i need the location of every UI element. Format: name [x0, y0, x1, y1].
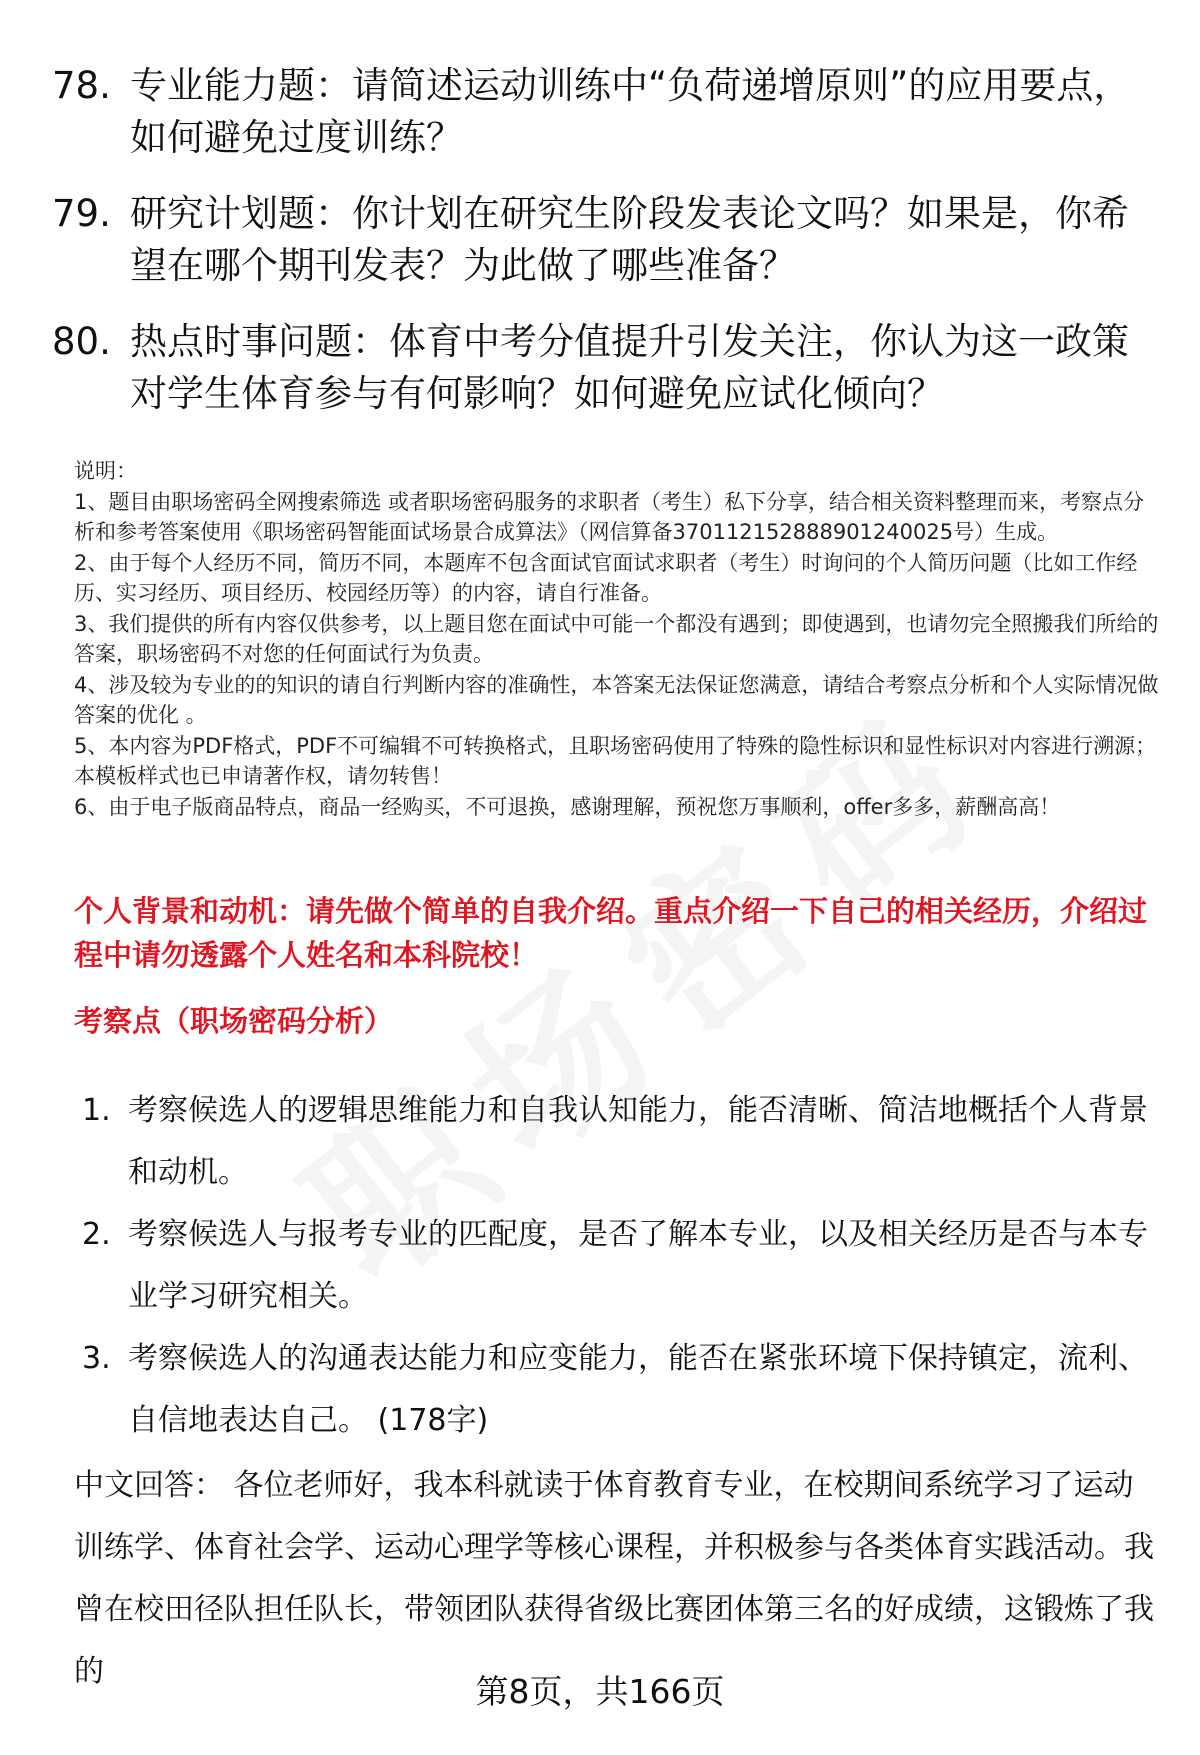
question-item [52, 60, 1152, 164]
question-number: 79. [52, 192, 111, 235]
question-text: 热点时事问题：体育中考分值提升引发关注，你认为这一政策对学生体育参与有何影响？如何避免应试化倾向？ [130, 320, 1129, 415]
note-item: 3、我们提供的所有内容仅供参考，以上题目您在面试中可能一个都没有遇到；即使遇到，也请勿完全照搬我们所给的答案，职场密码不对您的任何面试行为负责。 [74, 611, 1159, 666]
note-item: 2、由于每个人经历不同，简历不同，本题库不包含面试官面试求职者（考生）时询问的个人简历问题（比如工作经历、实习经历、项目经历、校园经历等）的内容，请自行准备。 [74, 550, 1138, 605]
analysis-list [82, 1080, 1162, 1452]
analysis-text: 考察候选人与报考专业的匹配度，是否了解本专业，以及相关经历是否与本专业学习研究相关。 [128, 1217, 1148, 1314]
analysis-item [82, 1328, 1162, 1452]
question-number: 78. [52, 64, 111, 107]
question-number: 80. [52, 320, 111, 363]
analysis-item [82, 1080, 1162, 1204]
note-item: 4、涉及较为专业的的知识的请自行判断内容的准确性，本答案无法保证您满意，请结合考察点分析和个人实际情况做答案的优化 。 [74, 672, 1159, 727]
analysis-number: 1. [82, 1093, 111, 1128]
note-item: 6、由于电子版商品特点，商品一经购买，不可退换，感谢理解，预祝您万事顺利，offer多多，薪酬高高！ [74, 794, 1061, 819]
note-item: 1、题目由职场密码全网搜索筛选 或者职场密码服务的求职者（考生）私下分享，结合相关资料整理而来，考察点分析和参考答案使用《职场密码智能面试场景合成算法》（网信算备370112152888901240025号）生成。 [74, 489, 1145, 544]
question-text: 专业能力题：请简述运动训练中“负荷递增原则”的应用要点，如何避免过度训练？ [130, 64, 1131, 159]
question-prompt: 个人背景和动机：请先做个简单的自我介绍。重点介绍一下自己的相关经历，介绍过程中请勿透露个人姓名和本科院校！ [74, 894, 1148, 972]
notes-section [74, 456, 1159, 822]
analysis-text: 考察候选人的逻辑思维能力和自我认知能力，能否清晰、简洁地概括个人背景和动机。 [128, 1093, 1148, 1190]
analysis-number: 2. [82, 1217, 111, 1252]
question-item [52, 316, 1152, 420]
notes-title: 说明： [74, 459, 137, 483]
analysis-number: 3. [82, 1341, 111, 1376]
analysis-item [82, 1204, 1162, 1328]
answer-paragraph: 中文回答： 各位老师好，我本科就读于体育教育专业，在校期间系统学习了运动训练学、体育社会学、运动心理学等核心课程，并积极参与各类体育实践活动。我曾在校田径队担任队长，带领团队获得省级比赛团体第三名的好成绩，这锻炼了我的 [74, 1468, 1154, 1689]
question-item [52, 188, 1152, 292]
analysis-heading: 考察点（职场密码分析） [74, 1004, 394, 1038]
question-list [52, 60, 1152, 444]
question-text: 研究计划题：你计划在研究生阶段发表论文吗？如果是，你希望在哪个期刊发表？为此做了哪些准备？ [130, 192, 1129, 287]
note-item: 5、本内容为PDF格式，PDF不可编辑不可转换格式，且职场密码使用了特殊的隐性标识和显性标识对内容进行溯源；本模板样式也已申请著作权，请勿转售！ [74, 733, 1157, 788]
analysis-text: 考察候选人的沟通表达能力和应变能力，能否在紧张环境下保持镇定，流利、自信地表达自己。 (178字) [128, 1341, 1148, 1438]
page-footer: 第8页，共166页 [475, 1672, 725, 1711]
